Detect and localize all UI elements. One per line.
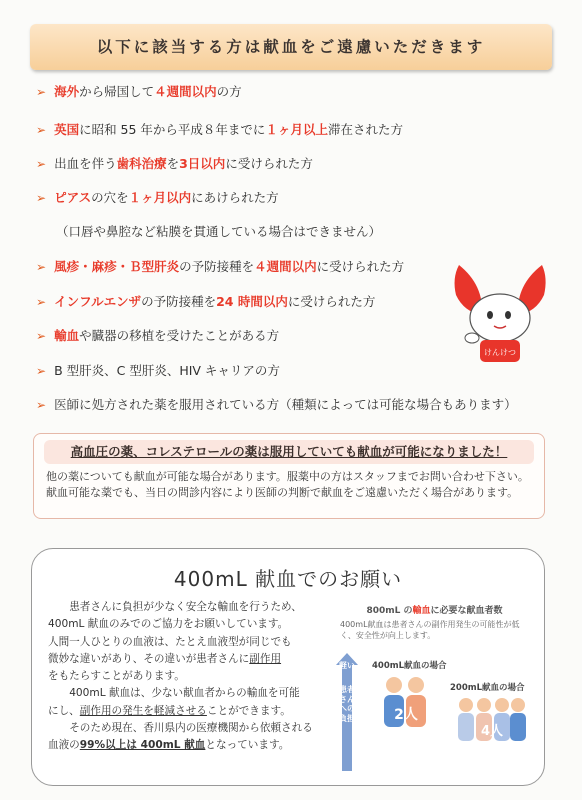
condition-text: 滞在された方 — [327, 122, 403, 137]
condition-item — [36, 82, 242, 100]
bullet-arrow-icon: ➢ — [36, 85, 47, 99]
bullet-arrow-icon: ➢ — [36, 191, 47, 205]
figure-title-post: に必要な献血者数 — [430, 606, 503, 616]
condition-highlight: 輸血 — [54, 328, 80, 343]
condition-text: （口唇や鼻腔など粘膜を貫通している場合はできません） — [56, 224, 382, 239]
figure-note: 400mL献血は患者さんの副作用発生の可能性が低く、安全性が向上します。 — [340, 620, 520, 640]
condition-item — [36, 120, 403, 138]
condition-highlight: ４週間以内 — [154, 84, 217, 99]
condition-item — [36, 395, 517, 413]
panel-line: をもたらすことがあります。 — [48, 670, 185, 683]
donation-400ml-panel — [31, 548, 545, 786]
condition-highlight: ４週間以内 — [254, 259, 317, 274]
case-200ml-label: 200mL献血の場合 — [450, 683, 525, 693]
condition-highlight: 風疹・麻疹・Ｂ型肝炎 — [54, 259, 180, 274]
condition-text: に受けられた方 — [225, 156, 313, 171]
condition-text: の予防接種を — [179, 259, 255, 274]
condition-highlight: 3日以内 — [179, 156, 226, 171]
condition-text: から帰国して — [79, 84, 155, 99]
condition-highlight: 24 時間以内 — [216, 294, 288, 309]
figure-title-pre: 800mL の — [366, 606, 413, 616]
panel-body — [48, 599, 338, 755]
condition-item — [36, 361, 280, 379]
case-400ml-label: 400mL献血の場合 — [372, 661, 447, 671]
bullet-arrow-icon: ➢ — [36, 398, 47, 412]
donor-count-figure — [332, 603, 537, 778]
mascot-icon — [444, 260, 554, 370]
condition-text: や臓器の移植を受けたことがある方 — [79, 328, 280, 343]
bullet-arrow-icon: ➢ — [36, 157, 47, 171]
donor-group-icon — [452, 695, 532, 765]
condition-highlight: 海外 — [54, 84, 80, 99]
panel-title: 400mL 献血でのお願い — [173, 567, 403, 591]
bullet-arrow-icon: ➢ — [36, 123, 47, 137]
condition-text: の穴を — [91, 190, 129, 205]
notice-line-2: 献血可能な薬でも、当日の問診内容により医師の判断で献血をご遠慮いただく場合があります。 — [46, 486, 519, 499]
header-banner — [30, 24, 552, 70]
condition-item — [36, 257, 404, 275]
condition-highlight: ピアス — [54, 190, 92, 205]
notice-line-1: 他の薬についても献血が可能な場合があります。服薬中の方はスタッフまでお問い合わせ下さい。 — [46, 470, 529, 483]
condition-highlight: １ヶ月以上 — [265, 122, 328, 137]
panel-text: ことができます。 — [206, 704, 291, 717]
figure-title — [332, 603, 537, 616]
panel-line: 人間一人ひとりの血液は、たとえ血液型が同じでも — [48, 635, 292, 648]
condition-item — [36, 154, 313, 172]
condition-highlight: 歯科治療 — [116, 156, 167, 171]
condition-text: 出血を伴う — [54, 156, 117, 171]
burden-arrow-label: 患者さんへの負担 — [339, 685, 355, 723]
panel-text: となっています。 — [205, 739, 290, 752]
panel-line — [48, 737, 338, 754]
condition-highlight: １ヶ月以内 — [128, 190, 192, 205]
banner-title: 以下に該当する方は献血をご遠慮いただきます — [96, 38, 486, 56]
figure-title-red: 輸血 — [412, 606, 431, 616]
condition-text: に受けられた方 — [316, 259, 405, 274]
panel-line: 400mL 献血のみでのご協力をお願いしています。 — [48, 618, 289, 631]
condition-text: にあけられた方 — [191, 190, 279, 205]
bullet-arrow-icon: ➢ — [36, 295, 47, 309]
condition-item — [36, 326, 279, 344]
panel-underline: 99%以上は 400mL 献血 — [79, 739, 206, 752]
condition-text: の方 — [216, 84, 242, 99]
panel-line: 患者さんに負担が少なく安全な輸血を行うため、 — [69, 601, 302, 613]
panel-underline: 副作用の発生を軽減させる — [79, 704, 207, 717]
panel-line — [48, 651, 338, 668]
bullet-arrow-icon: ➢ — [36, 364, 47, 378]
condition-text: の予防接種を — [141, 294, 217, 309]
condition-highlight: インフルエンザ — [54, 294, 142, 309]
condition-text: を — [166, 156, 180, 171]
condition-item — [36, 292, 375, 310]
donor-pair-icon — [372, 673, 442, 743]
panel-line: 400mL 献血は、少ない献血者からの輸血を可能 — [69, 687, 300, 700]
case-200ml-count: 4人 — [480, 724, 504, 739]
panel-text: にし、 — [48, 704, 80, 717]
condition-text: B 型肝炎、C 型肝炎、HIV キャリアの方 — [54, 363, 280, 378]
panel-text: 微妙な違いがあり、その違いが患者さんに — [48, 652, 250, 665]
panel-underline: 副作用 — [249, 652, 282, 665]
condition-note — [36, 222, 381, 240]
case-400ml-count: 2人 — [394, 707, 418, 723]
mascot-badge: けんけつ — [484, 348, 516, 357]
notice-heading: 高血圧の薬、コレステロールの薬は服用していても献血が可能になりました！ — [44, 440, 534, 464]
condition-item — [36, 188, 279, 206]
bullet-arrow-icon: ➢ — [36, 260, 47, 274]
panel-text: 血液の — [48, 739, 80, 752]
panel-line: そのため現在、香川県内の医療機関から依頼される — [69, 722, 313, 735]
condition-text: 医師に処方された薬を服用されている方（種類によっては可能な場合もあります） — [54, 397, 517, 412]
burden-arrow-top-label: 軽い — [339, 661, 355, 670]
condition-text: に昭和 55 年から平成８年までに — [79, 122, 266, 137]
bullet-arrow-icon: ➢ — [36, 329, 47, 343]
condition-highlight: 英国 — [54, 122, 80, 137]
panel-line — [48, 703, 338, 720]
medication-notice — [33, 433, 545, 519]
condition-text: に受けられた方 — [287, 294, 376, 309]
